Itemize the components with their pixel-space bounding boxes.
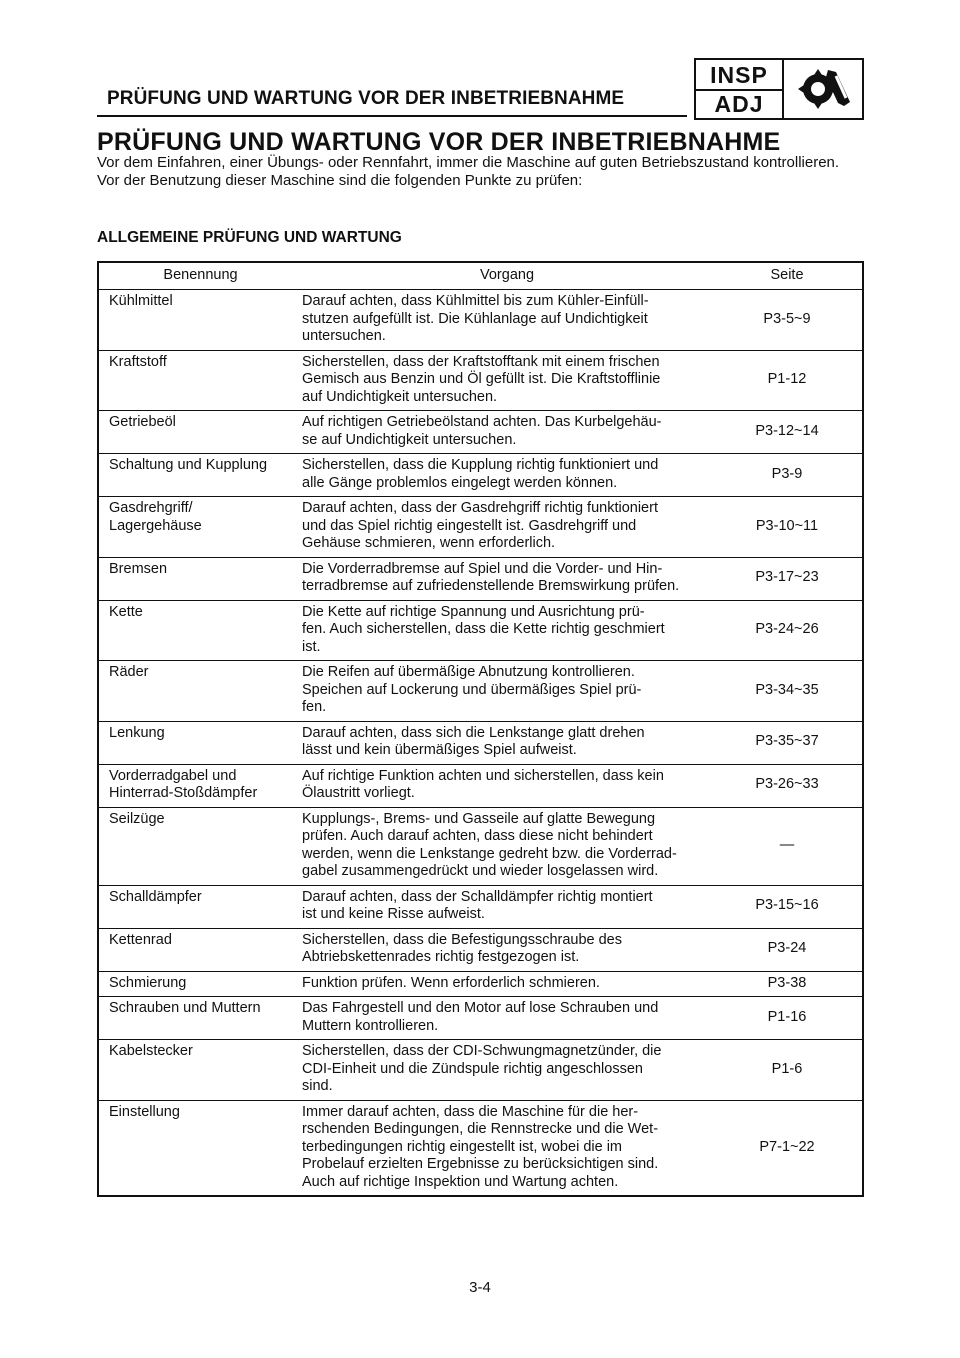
row-description: Darauf achten, dass Kühlmittel bis zum Kühler-Einfüll- stutzen aufgefüllt ist. Die Kühlanlage auf Undichtigkeit untersuchen. (302, 290, 712, 351)
row-name: Kette (98, 600, 302, 661)
badge-text-box (696, 60, 784, 118)
table-row (98, 661, 863, 722)
row-description: Immer darauf achten, dass die Maschine für die her- rschenden Bedingungen, die Rennstrecke und die Wet- terbedingungen richtig eingestellt ist, wobei die im Probelauf erzielten Ergebnisse zu berücksichtigen sind. Auch auf richtige Inspektion und Wartung achten. (302, 1103, 659, 1190)
row-page: P3-34~35 (712, 661, 863, 722)
row-description: Kupplungs-, Brems- und Gasseile auf glatte Bewegung prüfen. Auch darauf achten, dass diese nicht behindert werden, wenn die Lenkstange gedreht bzw. die Vorderrad- gabel zusammengedrückt und wieder losgelassen wird. (302, 807, 712, 885)
row-page: P3-26~33 (712, 764, 863, 807)
intro-paragraph-2: Vor der Benutzung dieser Maschine sind die folgenden Punkte zu prüfen: (97, 172, 583, 189)
table-row (98, 764, 863, 807)
header-rule (97, 115, 687, 117)
table-row (98, 997, 863, 1040)
row-page: P1-12 (712, 350, 863, 411)
header-seite: Seite (712, 262, 863, 290)
table-row (98, 290, 863, 351)
row-page: P3-38 (712, 971, 863, 997)
row-page: P3-12~14 (712, 411, 863, 454)
table-row (98, 454, 863, 497)
row-page: P3-24~26 (712, 600, 863, 661)
row-name: Bremsen (98, 557, 302, 600)
table-row (98, 807, 863, 885)
page-header (97, 58, 864, 120)
row-description: Sicherstellen, dass die Befestigungsschraube des Abtriebskettenrades richtig festgezogen ist. (302, 928, 712, 971)
table-row (98, 721, 863, 764)
row-name: Kraftstoff (98, 350, 302, 411)
row-page: P3-10~11 (712, 497, 863, 558)
row-name: Kabelstecker (98, 1040, 302, 1101)
row-name: Vorderradgabel und Hinterrad-Stoßdämpfer (98, 764, 302, 807)
row-name: Seilzüge (98, 807, 302, 885)
row-description: Sicherstellen, dass die Kupplung richtig funktioniert und alle Gänge problemlos eingelegt werden können. (302, 454, 712, 497)
row-name: Kühlmittel (98, 290, 302, 351)
table-row (98, 1100, 863, 1196)
badge-line-insp: INSP (696, 61, 782, 91)
header-benennung: Benennung (98, 262, 302, 290)
row-description: Darauf achten, dass der Schalldämpfer richtig montiert ist und keine Risse aufweist. (302, 885, 712, 928)
row-description: Sicherstellen, dass der Kraftstofftank mit einem frischen Gemisch aus Benzin und Öl gefüllt ist. Die Kraftstofflinie auf Undichtigkeit untersuchen. (302, 350, 712, 411)
row-page: P1-6 (712, 1040, 863, 1101)
row-description: Funktion prüfen. Wenn erforderlich schmieren. (302, 971, 712, 997)
row-name: Schalldämpfer (98, 885, 302, 928)
row-name: Schaltung und Kupplung (98, 454, 302, 497)
table-row (98, 411, 863, 454)
row-page: P3-17~23 (712, 557, 863, 600)
table-body (98, 290, 863, 1197)
header-title: PRÜFUNG UND WARTUNG VOR DER INBETRIEBNAHME (107, 88, 625, 109)
table-header-row (98, 262, 863, 290)
row-description: Darauf achten, dass der Gasdrehgriff richtig funktioniert und das Spiel richtig eingestellt ist. Gasdrehgriff und Gehäuse schmieren, wenn erforderlich. (302, 497, 712, 558)
row-description: Darauf achten, dass sich die Lenkstange glatt drehen lässt und kein übermäßiges Spiel aufweist. (302, 721, 712, 764)
row-name: Räder (98, 661, 302, 722)
row-name: Einstellung (109, 1103, 180, 1120)
row-description: Die Kette auf richtige Spannung und Ausrichtung prü- fen. Auch sicherstellen, dass die Kette richtig geschmiert ist. (302, 600, 712, 661)
section-title: ALLGEMEINE PRÜFUNG UND WARTUNG (97, 229, 402, 246)
wrench-gear-icon (792, 66, 854, 112)
table-row (98, 350, 863, 411)
row-description: Die Vorderradbremse auf Spiel und die Vorder- und Hin- terradbremse auf zufriedenstellende Bremswirkung prüfen. (302, 557, 712, 600)
table-row (98, 928, 863, 971)
row-name: Gasdrehgriff/ Lagergehäuse (98, 497, 302, 558)
table-row (98, 600, 863, 661)
row-name: Getriebeöl (98, 411, 302, 454)
table-row (98, 557, 863, 600)
row-page: P3-15~16 (712, 885, 863, 928)
row-page: P1-16 (712, 997, 863, 1040)
header-vorgang: Vorgang (302, 262, 712, 290)
row-name: Lenkung (98, 721, 302, 764)
intro-text (97, 154, 864, 190)
row-page: P7-1~22 (759, 1138, 815, 1155)
main-title: PRÜFUNG UND WARTUNG VOR DER INBETRIEBNAHME (97, 128, 781, 156)
intro-paragraph-1: Vor dem Einfahren, einer Übungs- oder Rennfahrt, immer die Maschine auf guten Betriebszustand kontrollieren. (97, 154, 840, 171)
row-page: P3-24 (712, 928, 863, 971)
insp-adj-badge (694, 58, 864, 120)
table-row (98, 1040, 863, 1101)
row-page: P3-35~37 (712, 721, 863, 764)
row-page: — (712, 807, 863, 885)
row-name: Schrauben und Muttern (98, 997, 302, 1040)
page-number: 3-4 (469, 1279, 491, 1296)
row-description: Das Fahrgestell und den Motor auf lose Schrauben und Muttern kontrollieren. (302, 997, 712, 1040)
row-page: P3-9 (712, 454, 863, 497)
table-row (98, 497, 863, 558)
table-row (98, 971, 863, 997)
inspection-table (97, 261, 864, 1197)
row-name: Schmierung (98, 971, 302, 997)
row-page: P3-5~9 (712, 290, 863, 351)
row-description: Auf richtigen Getriebeölstand achten. Das Kurbelgehäu- se auf Undichtigkeit untersuchen. (302, 411, 712, 454)
table-row (98, 885, 863, 928)
row-description: Die Reifen auf übermäßige Abnutzung kontrollieren. Speichen auf Lockerung und übermäßiges Spiel prü- fen. (302, 661, 712, 722)
row-name: Kettenrad (98, 928, 302, 971)
row-description: Sicherstellen, dass der CDI-Schwungmagnetzünder, die CDI-Einheit und die Zündspule richtig angeschlossen sind. (302, 1040, 712, 1101)
row-description: Auf richtige Funktion achten und sicherstellen, dass kein Ölaustritt vorliegt. (302, 764, 712, 807)
badge-line-adj: ADJ (714, 91, 764, 117)
